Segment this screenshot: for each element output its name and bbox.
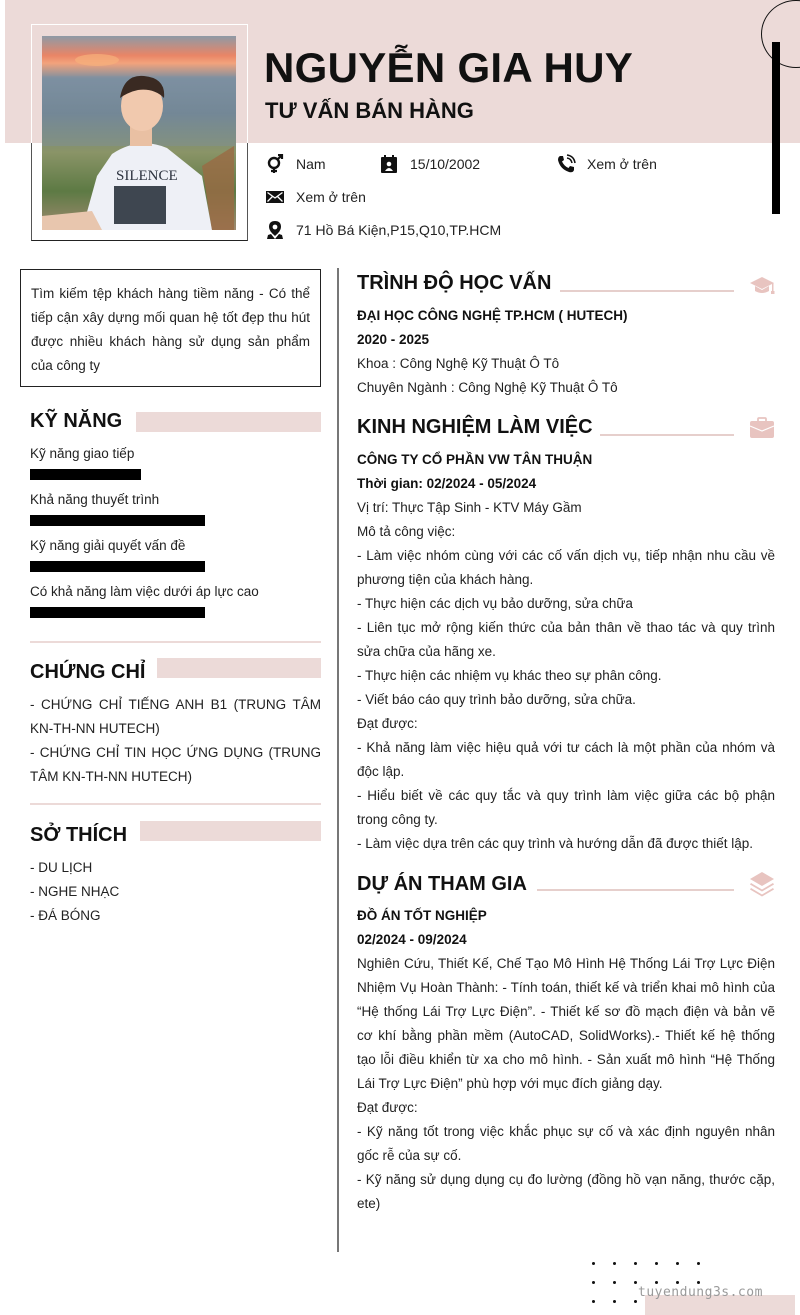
career-objective: Tìm kiếm tệp khách hàng tiềm năng - Có thể tiếp cận xây dựng mối quan hệ tốt đẹp thu hút được nhiều khách hàng sử dụng sản phẩm của công ty [20, 269, 321, 387]
skill-label: Kỹ năng giải quyết vấn đề [30, 538, 186, 553]
certificate-list [30, 693, 321, 789]
decorative-dot [697, 1262, 700, 1265]
project-line: - Kỹ năng tốt trong việc khắc phục sự cố và xác định nguyên nhân gốc rễ của sự cố. [357, 1124, 775, 1163]
hobby-item: - ĐÁ BÓNG [30, 908, 101, 923]
experience-heading: KINH NGHIỆM LÀM VIỆC [357, 416, 593, 438]
decorative-dot [592, 1300, 595, 1303]
experience-period: Thời gian: 02/2024 - 05/2024 [357, 476, 537, 491]
project-period: 02/2024 - 09/2024 [357, 932, 467, 947]
decorative-dot [676, 1281, 679, 1284]
experience-line: - Thực hiện các nhiệm vụ khác theo sự phân công. [357, 668, 662, 683]
education-line: Chuyên Ngành : Công Nghệ Kỹ Thuật Ô Tô [357, 380, 618, 395]
section-divider [30, 803, 321, 805]
experience-line: - Làm việc dựa trên các quy trình và hướng dẫn đã được thiết lập. [357, 836, 754, 851]
section-divider [30, 641, 321, 643]
skills-heading: KỸ NĂNG [30, 410, 123, 432]
projects-heading: DỰ ÁN THAM GIA [357, 873, 527, 895]
phone-value: Xem ở trên [587, 156, 657, 172]
gender-icon [265, 154, 285, 174]
watermark: tuyendung3s.com [638, 1285, 763, 1300]
briefcase-icon [748, 414, 776, 442]
job-title: TƯ VẤN BÁN HÀNG [265, 98, 474, 123]
decorative-dot [697, 1281, 700, 1284]
education-heading-line [560, 290, 734, 292]
contact-email [265, 187, 366, 207]
certificates-heading: CHỨNG CHỈ [30, 661, 146, 683]
hobbies-heading: SỞ THÍCH [30, 824, 128, 846]
address-value: 71 Hồ Bá Kiện,P15,Q10,TP.HCM [296, 222, 502, 238]
decorative-dot [592, 1281, 595, 1284]
location-pin-icon [265, 220, 285, 240]
education-line: Khoa : Công Nghệ Kỹ Thuật Ô Tô [357, 356, 560, 371]
project-details [357, 904, 775, 1216]
skill-level-bar [30, 515, 205, 526]
svg-text:SILENCE: SILENCE [116, 168, 178, 184]
project-name: ĐỒ ÁN TỐT NGHIỆP [357, 908, 487, 923]
skill-level-bar [30, 561, 205, 572]
candidate-name: NGUYỄN GIA HUY [264, 44, 634, 91]
education-heading: TRÌNH ĐỘ HỌC VẤN [357, 272, 552, 294]
project-line: Đạt được: [357, 1100, 418, 1115]
email-value: Xem ở trên [296, 189, 366, 205]
experience-line: - Làm việc nhóm cùng với các cố vấn dịch vụ, tiếp nhận nhu cầu về phương tiện của khách hàng. [357, 548, 775, 587]
skill-label: Khả năng thuyết trình [30, 492, 160, 507]
skill-level-bar [30, 469, 141, 480]
decorative-dot [613, 1281, 616, 1284]
calendar-icon [379, 154, 399, 174]
experience-line: Vị trí: Thực Tập Sinh - KTV Máy Gầm [357, 500, 582, 515]
certificate-item: - CHỨNG CHỈ TIN HỌC ỨNG DỤNG (TRUNG TÂM KN-TH-NN HUTECH) [30, 745, 321, 784]
layers-icon [748, 870, 776, 898]
projects-heading-line [537, 889, 734, 891]
mail-icon [265, 187, 285, 207]
hobby-item: - DU LỊCH [30, 860, 93, 875]
experience-line: - Khả năng làm việc hiệu quả với tư cách là một phần của nhóm và độc lập. [357, 740, 775, 779]
hobbies-heading-bar [140, 821, 321, 841]
skill-label: Có khả năng làm việc dưới áp lực cao [30, 584, 259, 599]
experience-heading-line [600, 434, 734, 436]
experience-line: - Viết báo cáo quy trình bảo dưỡng, sửa chữa. [357, 692, 636, 707]
project-line: - Kỹ năng sử dụng dụng cụ đo lường (đồng hồ vạn năng, thước cặp, ete) [357, 1172, 775, 1211]
hobby-list [30, 856, 321, 928]
experience-line: - Liên tục mở rộng kiến thức của bản thân về thao tác và quy trình sửa chữa của hãng xe. [357, 620, 775, 659]
company-name: CÔNG TY CỔ PHẦN VW TÂN THUẬN [357, 452, 593, 467]
decorative-dot [634, 1262, 637, 1265]
education-period: 2020 - 2025 [357, 332, 430, 347]
hobby-item: - NGHE NHẠC [30, 884, 120, 899]
decorative-dot [634, 1281, 637, 1284]
decorative-dot [613, 1300, 616, 1303]
decorative-dot [655, 1262, 658, 1265]
experience-line: Mô tả công việc: [357, 524, 456, 539]
project-line: Nghiên Cứu, Thiết Kế, Chế Tạo Mô Hình Hệ Thống Lái Trợ Lực Điện Nhiệm Vụ Hoàn Thành: - Tính toán, thiết kế và triển khai mô hình của “Hệ thống Lái Trợ Lực Điện”. - Thiết kế sơ đồ mạch điện và bản vẽ cơ khí bằng phần mềm (AutoCAD, SolidWorks).- Thiết kế hệ thống tạo lỗi điều khiển từ xa cho mô hình. - Sản xuất mô hình “Hệ Thống Lái Trợ Lực Điện” phù hợp với mục đích giảng dạy. [357, 956, 775, 1091]
decorative-dot [676, 1262, 679, 1265]
experience-line: Đạt được: [357, 716, 418, 731]
certificate-item: - CHỨNG CHỈ TIẾNG ANH B1 (TRUNG TÂM KN-TH-NN HUTECH) [30, 697, 321, 736]
experience-details [357, 448, 775, 856]
column-divider [337, 268, 339, 1252]
school-name: ĐẠI HỌC CÔNG NGHỆ TP.HCM ( HUTECH) [357, 308, 628, 323]
skills-heading-bar [136, 412, 321, 432]
contact-phone [556, 154, 657, 174]
birthday-value: 15/10/2002 [410, 156, 481, 172]
contact-address [265, 220, 501, 240]
profile-photo [42, 36, 236, 230]
education-details [357, 304, 775, 400]
contact-birthday [379, 154, 480, 174]
skill-level-bar [30, 607, 205, 618]
decorative-dot [592, 1262, 595, 1265]
decorative-dot [655, 1281, 658, 1284]
phone-icon [556, 154, 576, 174]
gender-value: Nam [296, 156, 326, 172]
decorative-dot [613, 1262, 616, 1265]
skill-label: Kỹ năng giao tiếp [30, 446, 135, 461]
experience-line: - Hiểu biết về các quy tắc và quy trình làm việc giữa các bộ phận trong công ty. [357, 788, 775, 827]
graduation-cap-icon [748, 272, 776, 300]
decorative-bar [772, 42, 780, 214]
experience-line: - Thực hiện các dịch vụ bảo dưỡng, sửa chữa [357, 596, 633, 611]
decorative-dot [634, 1300, 637, 1303]
certificates-heading-bar [157, 658, 321, 678]
profile-photo-illustration [42, 36, 236, 230]
contact-gender [265, 154, 326, 174]
